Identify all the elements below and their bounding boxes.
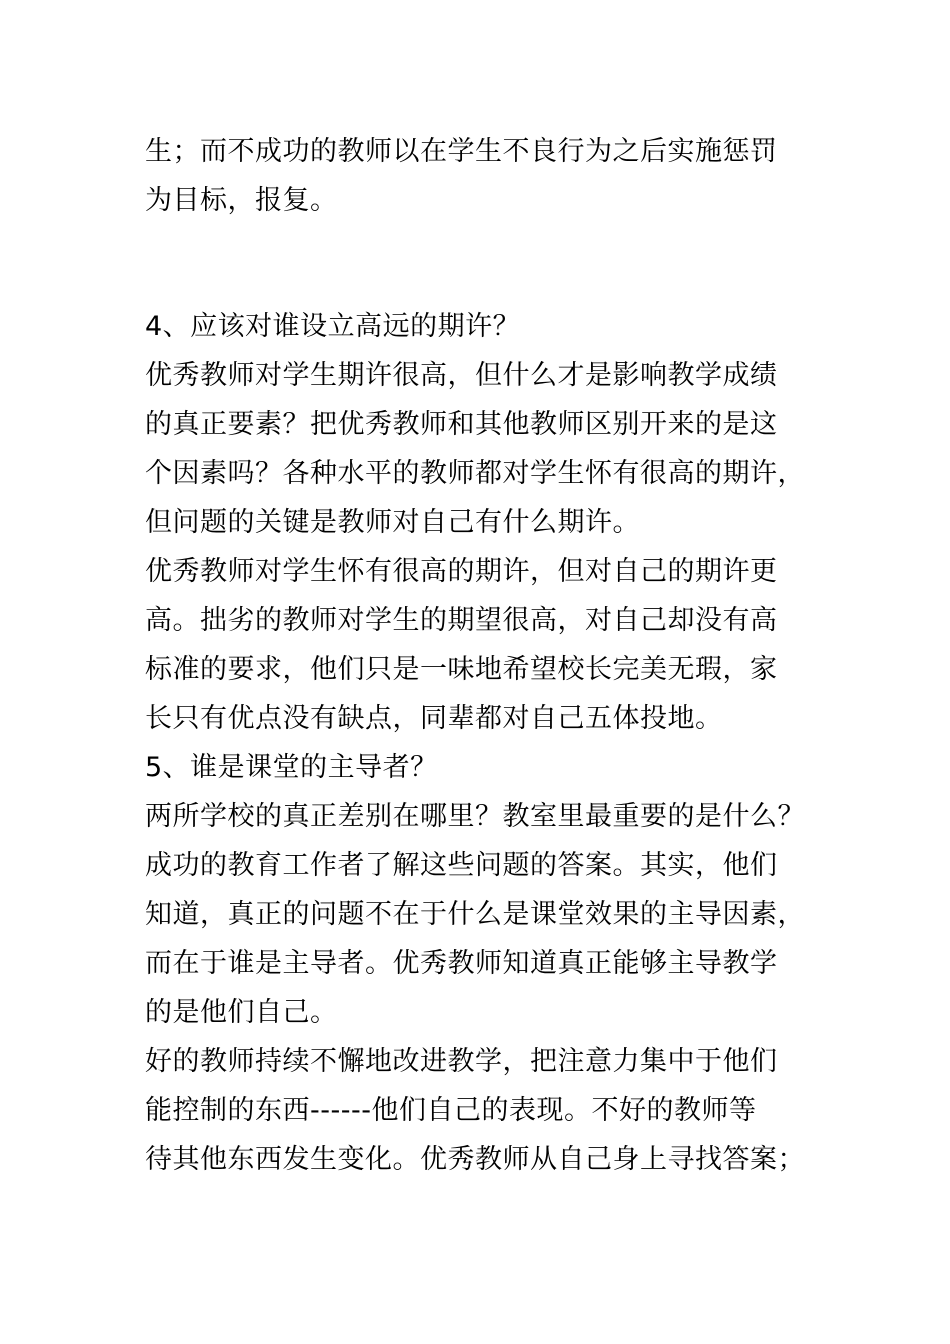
text-line: 生；而不成功的教师以在学生不良行为之后实施惩罚 bbox=[145, 136, 778, 167]
section-heading-4: 4、应该对谁设立高远的期许？ bbox=[145, 311, 521, 342]
body-text bbox=[145, 302, 835, 1184]
continuation-paragraph bbox=[145, 127, 835, 225]
text-line: 为目标，报复。 bbox=[145, 185, 338, 216]
text-line: 但问题的关键是教师对自己有什么期许。 bbox=[145, 507, 640, 538]
text-line: 的真正要素？把优秀教师和其他教师区别开来的是这 bbox=[145, 409, 778, 440]
text-line: 而在于谁是主导者。优秀教师知道真正能够主导教学 bbox=[145, 948, 778, 979]
text-line: 优秀教师对学生怀有很高的期许，但对自己的期许更 bbox=[145, 556, 778, 587]
text-line: 能控制的东西------他们自己的表现。不好的教师等 bbox=[145, 1095, 757, 1126]
text-line: 标准的要求，他们只是一味地希望校长完美无瑕，家 bbox=[145, 654, 778, 685]
section-heading-5: 5、谁是课堂的主导者？ bbox=[145, 752, 438, 783]
text-line: 的是他们自己。 bbox=[145, 997, 338, 1028]
text-line: 高。拙劣的教师对学生的期望很高，对自己却没有高 bbox=[145, 605, 778, 636]
text-line: 长只有优点没有缺点，同辈都对自己五体投地。 bbox=[145, 703, 723, 734]
text-line: 待其他东西发生变化。优秀教师从自己身上寻找答案； bbox=[145, 1144, 805, 1175]
text-line: 好的教师持续不懈地改进教学，把注意力集中于他们 bbox=[145, 1046, 778, 1077]
text-line: 成功的教育工作者了解这些问题的答案。其实，他们 bbox=[145, 850, 778, 881]
text-line: 两所学校的真正差别在哪里？教室里最重要的是什么？ bbox=[145, 801, 805, 832]
text-line: 个因素吗？各种水平的教师都对学生怀有很高的期许， bbox=[145, 458, 805, 489]
text-line: 知道，真正的问题不在于什么是课堂效果的主导因素， bbox=[145, 899, 805, 930]
text-line: 优秀教师对学生期许很高，但什么才是影响教学成绩 bbox=[145, 360, 778, 391]
